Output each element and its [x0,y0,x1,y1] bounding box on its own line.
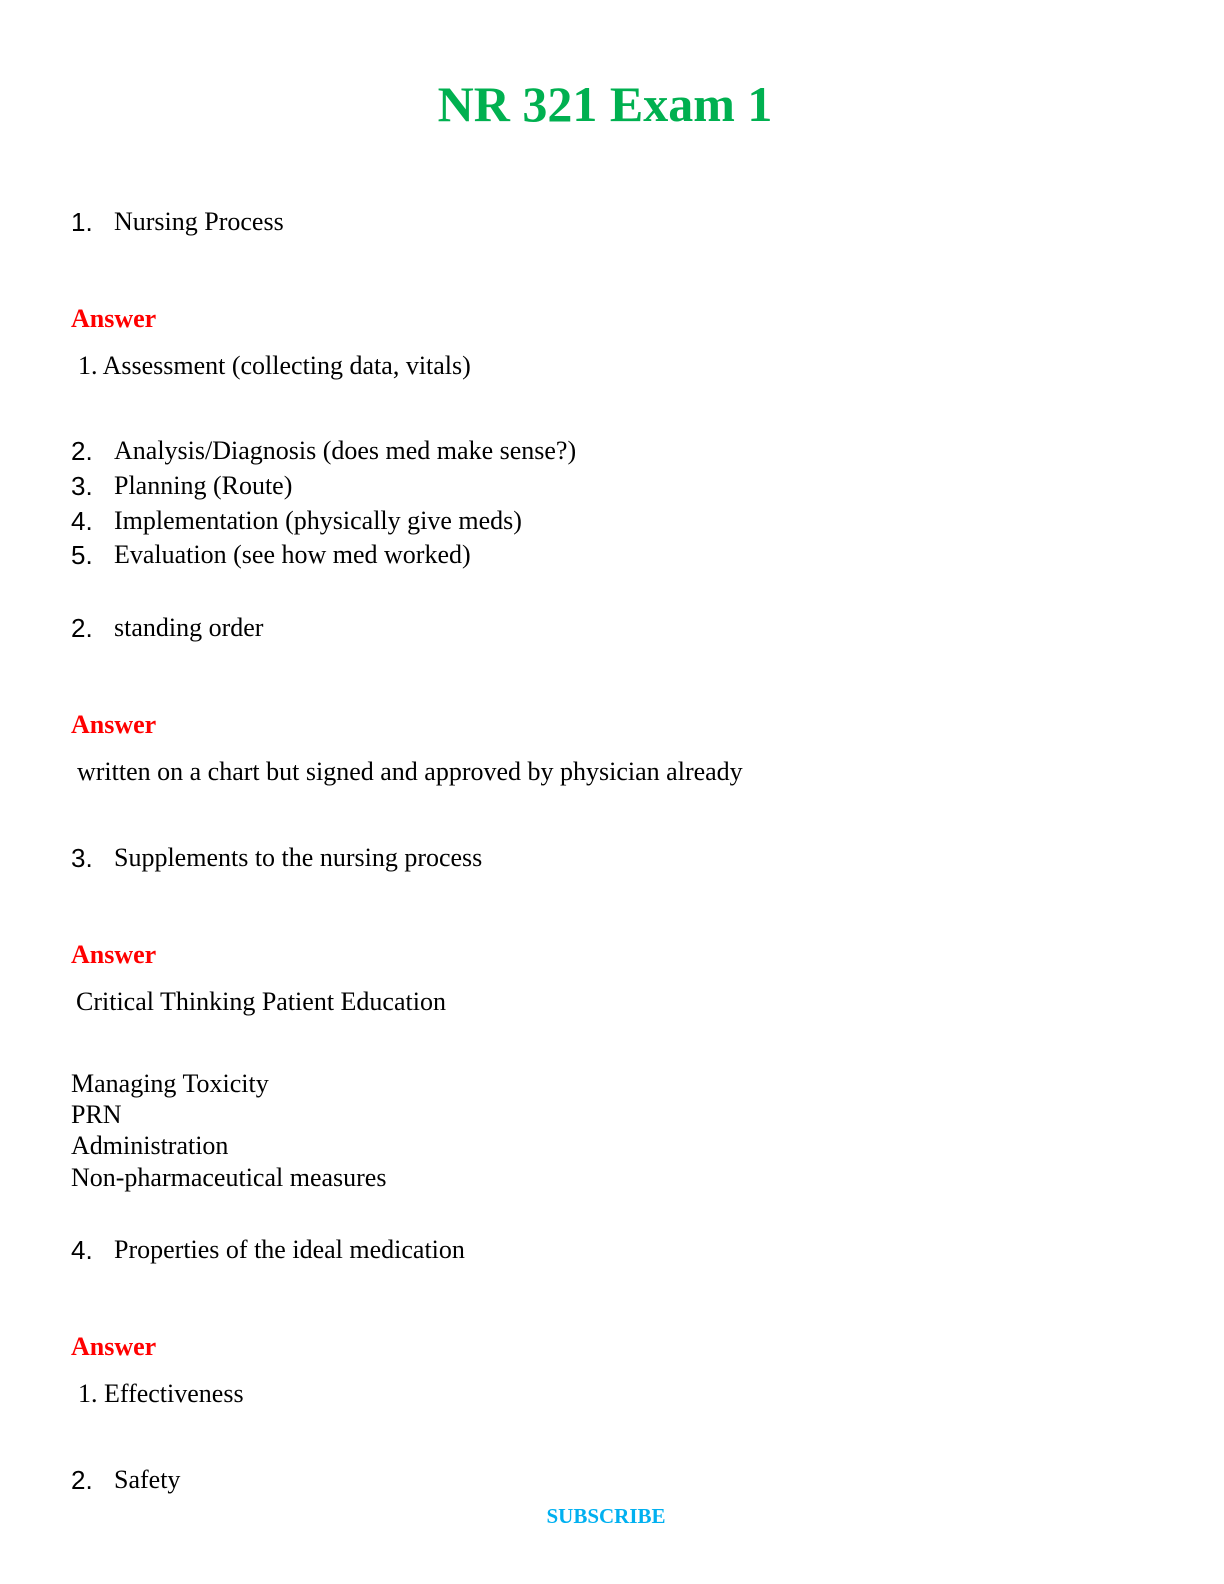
question-number: 1. [71,207,93,237]
subscribe-link[interactable]: SUBSCRIBE [546,1504,666,1528]
page-title: NR 321 Exam 1 [437,76,773,132]
answer-label: Answer [71,940,157,969]
question-text: Properties of the ideal medication [114,1235,465,1264]
question-number: 2. [71,613,93,643]
answer-label: Answer [71,1332,157,1361]
list-item: Non-pharmaceutical measures [71,1163,387,1192]
step-number: 5. [71,540,93,570]
step-text: Analysis/Diagnosis (does med make sense?) [114,436,577,465]
answer-label: Answer [71,710,157,739]
step-number: 2. [71,1465,93,1495]
answer-label: Answer [71,304,157,333]
answer-line: Critical Thinking Patient Education [76,987,446,1016]
question-text: standing order [114,613,264,642]
step-number: 4. [71,506,93,536]
step-text: Planning (Route) [114,471,293,500]
answer-line: 1. Effectiveness [78,1379,244,1408]
question-text: Nursing Process [114,207,284,236]
step-text: Evaluation (see how med worked) [114,540,471,569]
answer-line: 1. Assessment (collecting data, vitals) [78,351,471,380]
list-item: Administration [71,1131,229,1160]
step-text: Implementation (physically give meds) [114,506,522,535]
list-item: PRN [71,1100,122,1129]
step-number: 3. [71,471,93,501]
list-item: Managing Toxicity [71,1069,269,1098]
answer-line: written on a chart but signed and approved by physician already [77,757,743,786]
question-number: 4. [71,1235,93,1265]
question-text: Supplements to the nursing process [114,843,483,872]
question-number: 3. [71,843,93,873]
step-number: 2. [71,436,93,466]
step-text: Safety [114,1465,181,1494]
